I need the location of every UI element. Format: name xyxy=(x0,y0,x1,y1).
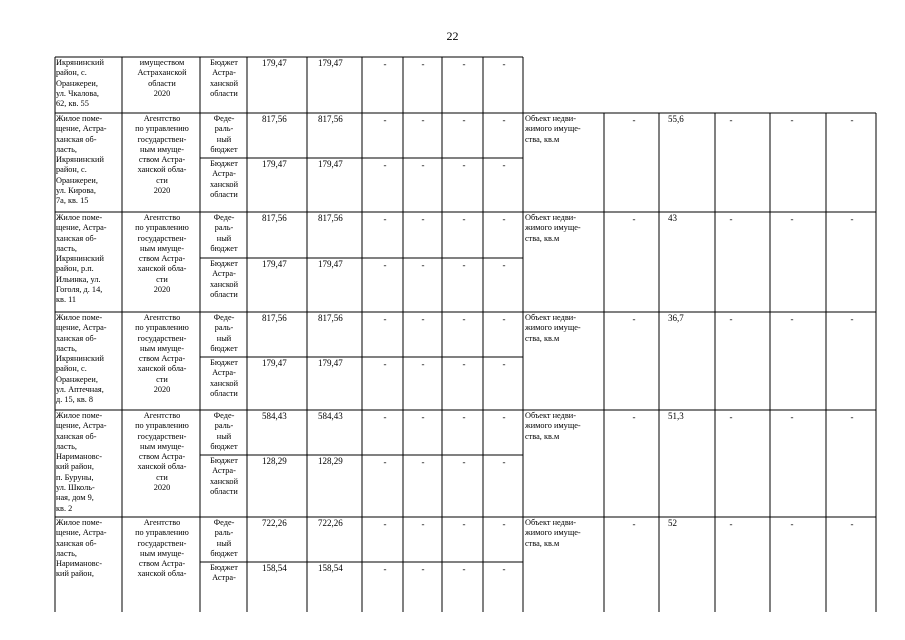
regional-fact-value: 179,47 xyxy=(318,259,343,269)
empty-value-dash: - xyxy=(462,160,466,170)
empty-value-dash: - xyxy=(383,214,387,224)
federal-budget-source: Феде- раль- ный бюджет xyxy=(210,313,238,353)
regional-fact-value: 179,47 xyxy=(318,58,343,68)
empty-value-dash: - xyxy=(421,519,425,529)
regional-plan-value: 179,47 xyxy=(262,58,287,68)
federal-plan-value: 584,43 xyxy=(262,411,287,421)
empty-value-dash: - xyxy=(421,412,425,422)
empty-value-dash: - xyxy=(421,359,425,369)
empty-value-dash: - xyxy=(502,564,506,574)
empty-value-dash: - xyxy=(502,457,506,467)
empty-value-dash: - xyxy=(502,160,506,170)
empty-value-dash: - xyxy=(502,314,506,324)
empty-value-dash: - xyxy=(502,59,506,69)
object-address-cell: Жилое поме- щение, Астра- ханская об- ласть, Икрянинский район, с. Оранжереи, ул. Аптечная, д. 15, кв. 8 xyxy=(56,313,107,405)
administrator-cell: Агентство по управлению государствен- ным имуще- ством Астра- ханской обла- сти 2020 xyxy=(135,213,189,295)
federal-plan-value: 817,56 xyxy=(262,114,287,124)
empty-value-dash: - xyxy=(790,519,794,529)
object-address-cell: Жилое поме- щение, Астра- ханская об- ласть, Икрянинский район, с. Оранжереи, ул. Кирова, 7а, кв. 15 xyxy=(56,114,107,206)
indicator-name-cell: Объект недви- жимого имуще- ства, кв.м xyxy=(525,518,581,548)
object-address-cell: Жилое поме- щение, Астра- ханская об- ласть, Икрянинский район, р.п. Ильинка, ул. Гоголя, д. 14, кв. 11 xyxy=(56,213,107,305)
empty-value-dash: - xyxy=(421,314,425,324)
empty-value-dash: - xyxy=(632,412,636,422)
empty-value-dash: - xyxy=(383,457,387,467)
regional-fact-value: 179,47 xyxy=(318,159,343,169)
empty-value-dash: - xyxy=(729,412,733,422)
empty-value-dash: - xyxy=(383,519,387,529)
regional-budget-source: Бюджет Астра- ханской области xyxy=(209,159,239,199)
indicator-value: 43 xyxy=(668,213,677,223)
federal-plan-value: 817,56 xyxy=(262,313,287,323)
empty-value-dash: - xyxy=(502,412,506,422)
indicator-value: 55,6 xyxy=(668,114,684,124)
empty-value-dash: - xyxy=(421,160,425,170)
empty-value-dash: - xyxy=(421,260,425,270)
empty-value-dash: - xyxy=(421,564,425,574)
federal-fact-value: 584,43 xyxy=(318,411,343,421)
indicator-name-cell: Объект недви- жимого имуще- ства, кв.м xyxy=(525,213,581,243)
empty-value-dash: - xyxy=(502,115,506,125)
regional-fact-value: 179,47 xyxy=(318,358,343,368)
regional-budget-source: Бюджет Астра- xyxy=(210,563,238,583)
empty-value-dash: - xyxy=(729,214,733,224)
federal-budget-source: Феде- раль- ный бюджет xyxy=(210,114,238,154)
empty-value-dash: - xyxy=(462,519,466,529)
administrator-cell: Агентство по управлению государствен- ным имуще- ством Астра- ханской обла- сти 2020 xyxy=(135,114,189,196)
object-address-cell: Икрянинский район, с. Оранжереи, ул. Чкалова, 62, кв. 55 xyxy=(56,58,104,109)
empty-value-dash: - xyxy=(502,519,506,529)
federal-budget-source: Феде- раль- ный бюджет xyxy=(210,213,238,253)
empty-value-dash: - xyxy=(383,59,387,69)
empty-value-dash: - xyxy=(850,412,854,422)
indicator-value: 52 xyxy=(668,518,677,528)
empty-value-dash: - xyxy=(502,214,506,224)
empty-value-dash: - xyxy=(383,359,387,369)
empty-value-dash: - xyxy=(850,519,854,529)
regional-budget-source: Бюджет Астра- ханской области xyxy=(209,259,239,299)
regional-budget-source: Бюджет Астра- ханской области xyxy=(209,456,239,496)
empty-value-dash: - xyxy=(462,359,466,369)
administrator-cell: Агентство по управлению государствен- ным имуще- ством Астра- ханской обла- xyxy=(135,518,189,579)
empty-value-dash: - xyxy=(850,314,854,324)
regional-fact-value: 158,54 xyxy=(318,563,343,573)
empty-value-dash: - xyxy=(502,359,506,369)
empty-value-dash: - xyxy=(383,160,387,170)
federal-fact-value: 817,56 xyxy=(318,213,343,223)
indicator-value: 36,7 xyxy=(668,313,684,323)
empty-value-dash: - xyxy=(383,412,387,422)
regional-plan-value: 158,54 xyxy=(262,563,287,573)
empty-value-dash: - xyxy=(383,260,387,270)
empty-value-dash: - xyxy=(383,564,387,574)
administrator-cell: Агентство по управлению государствен- ным имуще- ством Астра- ханской обла- сти 2020 xyxy=(135,313,189,395)
empty-value-dash: - xyxy=(790,115,794,125)
empty-value-dash: - xyxy=(790,314,794,324)
empty-value-dash: - xyxy=(729,314,733,324)
empty-value-dash: - xyxy=(421,457,425,467)
empty-value-dash: - xyxy=(729,115,733,125)
object-address-cell: Жилое поме- щение, Астра- ханская об- ласть, Наримановс- кий район, xyxy=(56,518,107,579)
federal-fact-value: 722,26 xyxy=(318,518,343,528)
empty-value-dash: - xyxy=(383,314,387,324)
empty-value-dash: - xyxy=(850,115,854,125)
empty-value-dash: - xyxy=(462,314,466,324)
empty-value-dash: - xyxy=(462,115,466,125)
regional-budget-source: Бюджет Астра- ханской области xyxy=(209,358,239,398)
empty-value-dash: - xyxy=(462,412,466,422)
federal-fact-value: 817,56 xyxy=(318,313,343,323)
empty-value-dash: - xyxy=(462,260,466,270)
empty-value-dash: - xyxy=(421,59,425,69)
empty-value-dash: - xyxy=(729,519,733,529)
federal-plan-value: 722,26 xyxy=(262,518,287,528)
page-number: 22 xyxy=(446,29,459,43)
regional-plan-value: 179,47 xyxy=(262,358,287,368)
federal-budget-source: Феде- раль- ный бюджет xyxy=(210,411,238,451)
empty-value-dash: - xyxy=(790,412,794,422)
federal-plan-value: 817,56 xyxy=(262,213,287,223)
indicator-name-cell: Объект недви- жимого имуще- ства, кв.м xyxy=(525,114,581,144)
empty-value-dash: - xyxy=(462,59,466,69)
empty-value-dash: - xyxy=(421,115,425,125)
regional-plan-value: 128,29 xyxy=(262,456,287,466)
empty-value-dash: - xyxy=(462,564,466,574)
regional-plan-value: 179,47 xyxy=(262,159,287,169)
empty-value-dash: - xyxy=(790,214,794,224)
empty-value-dash: - xyxy=(850,214,854,224)
regional-fact-value: 128,29 xyxy=(318,456,343,466)
empty-value-dash: - xyxy=(632,314,636,324)
empty-value-dash: - xyxy=(632,115,636,125)
administrator-cell: Агентство по управлению государствен- ным имуще- ством Астра- ханской обла- сти 2020 xyxy=(135,411,189,493)
empty-value-dash: - xyxy=(421,214,425,224)
federal-fact-value: 817,56 xyxy=(318,114,343,124)
indicator-name-cell: Объект недви- жимого имуще- ства, кв.м xyxy=(525,313,581,343)
object-address-cell: Жилое поме- щение, Астра- ханская об- ласть, Наримановс- кий район, п. Буруны, ул. Школь- ная, дом 9, кв. 2 xyxy=(56,411,107,513)
indicator-value: 51,3 xyxy=(668,411,684,421)
empty-value-dash: - xyxy=(632,214,636,224)
regional-budget-source: Бюджет Астра- ханской области xyxy=(209,58,239,98)
regional-plan-value: 179,47 xyxy=(262,259,287,269)
federal-budget-source: Феде- раль- ный бюджет xyxy=(210,518,238,558)
empty-value-dash: - xyxy=(462,457,466,467)
empty-value-dash: - xyxy=(502,260,506,270)
empty-value-dash: - xyxy=(462,214,466,224)
empty-value-dash: - xyxy=(383,115,387,125)
indicator-name-cell: Объект недви- жимого имуще- ства, кв.м xyxy=(525,411,581,441)
empty-value-dash: - xyxy=(632,519,636,529)
administrator-cell: имуществом Астраханской области 2020 xyxy=(137,58,187,98)
